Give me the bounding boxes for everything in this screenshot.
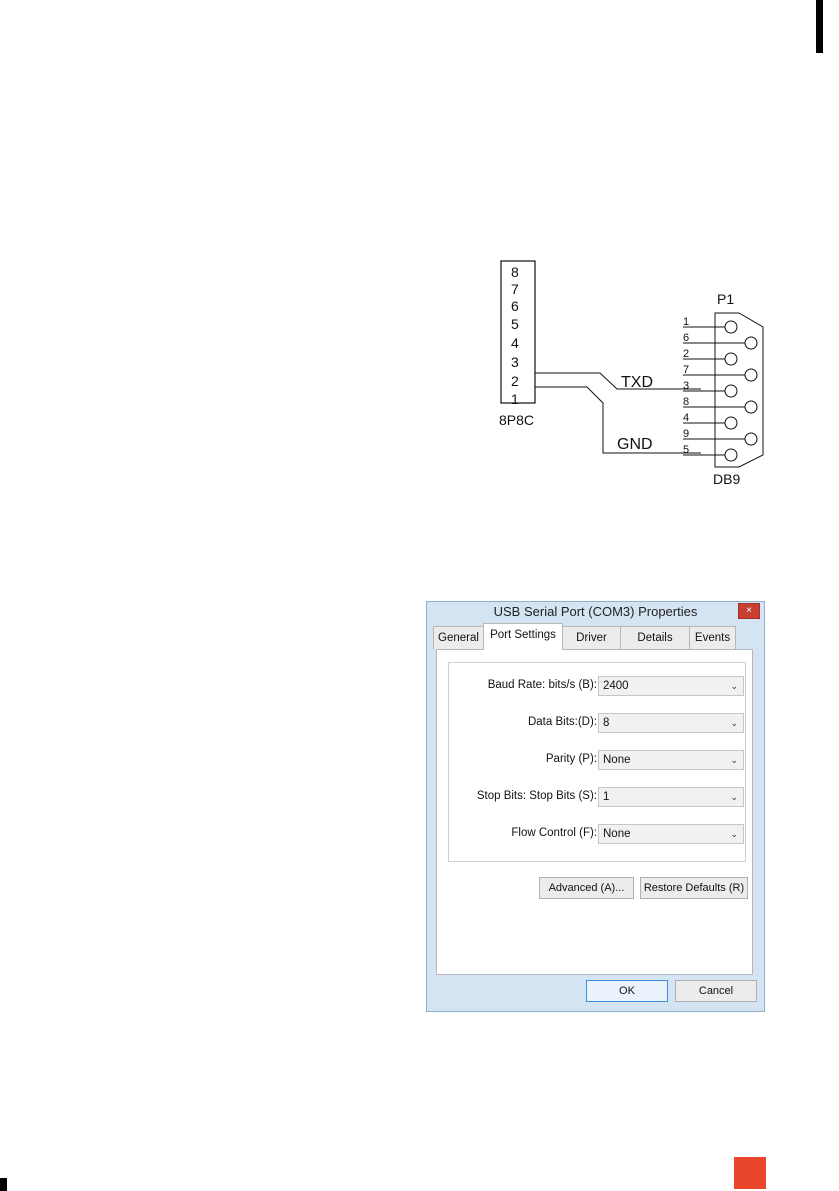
pin-label: 8 bbox=[511, 264, 519, 280]
db9-pin-label: 1 bbox=[683, 316, 690, 328]
flow-control-label: Flow Control (F): bbox=[511, 827, 597, 839]
p1-label: P1 bbox=[717, 291, 735, 307]
dialog-title: USB Serial Port (COM3) Properties bbox=[493, 604, 698, 619]
db9-pin-label: 7 bbox=[683, 364, 690, 376]
baud-rate-value: 2400 bbox=[603, 680, 629, 692]
tab-details[interactable]: Details bbox=[620, 626, 690, 649]
db9-pin-label: 2 bbox=[683, 348, 690, 360]
db9-pin-label: 4 bbox=[683, 412, 690, 424]
tab-panel bbox=[436, 649, 753, 975]
pin-label: 7 bbox=[511, 281, 519, 297]
chevron-down-icon: ⌄ bbox=[730, 755, 738, 765]
8p8c-label: 8P8C bbox=[499, 412, 535, 428]
page-marker bbox=[734, 1157, 766, 1189]
flow-control-select[interactable] bbox=[598, 824, 744, 844]
stop-bits-select[interactable] bbox=[598, 787, 744, 807]
stop-bits-value: 1 bbox=[603, 791, 610, 803]
db9-connector bbox=[715, 313, 763, 467]
chevron-down-icon: ⌄ bbox=[730, 792, 738, 802]
pin-label: 4 bbox=[511, 335, 519, 351]
wiring-diagram bbox=[495, 255, 775, 495]
parity-select[interactable] bbox=[598, 750, 744, 770]
settings-group bbox=[448, 662, 746, 862]
db9-pin-label: 9 bbox=[683, 428, 690, 440]
restore-defaults-button[interactable]: Restore Defaults (R) bbox=[640, 877, 748, 899]
db9-pin-label: 8 bbox=[683, 396, 690, 408]
data-bits-label: Data Bits:(D): bbox=[527, 716, 597, 728]
stop-bits-label: Stop Bits: Stop Bits (S): bbox=[476, 790, 597, 802]
tab-port-settings[interactable]: Port Settings bbox=[483, 623, 563, 650]
chevron-down-icon: ⌄ bbox=[730, 681, 738, 691]
flow-control-value: None bbox=[603, 828, 631, 840]
tab-general[interactable]: General bbox=[433, 626, 484, 649]
pin-label: 5 bbox=[511, 316, 519, 332]
margin-bar bbox=[816, 0, 823, 53]
txd-label: TXD bbox=[621, 374, 653, 391]
pin-label: 6 bbox=[511, 298, 519, 314]
tab-events[interactable]: Events bbox=[689, 626, 736, 649]
baud-rate-label: Baud Rate: bits/s (B): bbox=[487, 679, 597, 691]
advanced-button[interactable]: Advanced (A)... bbox=[539, 877, 634, 899]
ok-button[interactable]: OK bbox=[586, 980, 668, 1002]
gnd-label: GND bbox=[617, 436, 653, 453]
pin-label: 3 bbox=[511, 354, 519, 370]
pin-label: 2 bbox=[511, 373, 519, 389]
properties-dialog bbox=[426, 601, 765, 1012]
parity-label: Parity (P): bbox=[545, 753, 597, 765]
pin-label: 1 bbox=[511, 391, 519, 407]
db9-pin-label: 5 bbox=[683, 444, 690, 456]
tab-driver[interactable]: Driver bbox=[562, 626, 621, 649]
db9-pin-label: 3 bbox=[683, 380, 690, 392]
data-bits-value: 8 bbox=[603, 717, 610, 729]
db9-pin-label: 6 bbox=[683, 332, 690, 344]
db9-label: DB9 bbox=[713, 471, 741, 487]
parity-value: None bbox=[603, 754, 631, 766]
close-button[interactable]: × bbox=[738, 603, 760, 619]
chevron-down-icon: ⌄ bbox=[730, 829, 738, 839]
data-bits-select[interactable] bbox=[598, 713, 744, 733]
margin-bar bbox=[0, 1178, 7, 1191]
baud-rate-select[interactable] bbox=[598, 676, 744, 696]
cancel-button[interactable]: Cancel bbox=[675, 980, 757, 1002]
chevron-down-icon: ⌄ bbox=[730, 718, 738, 728]
